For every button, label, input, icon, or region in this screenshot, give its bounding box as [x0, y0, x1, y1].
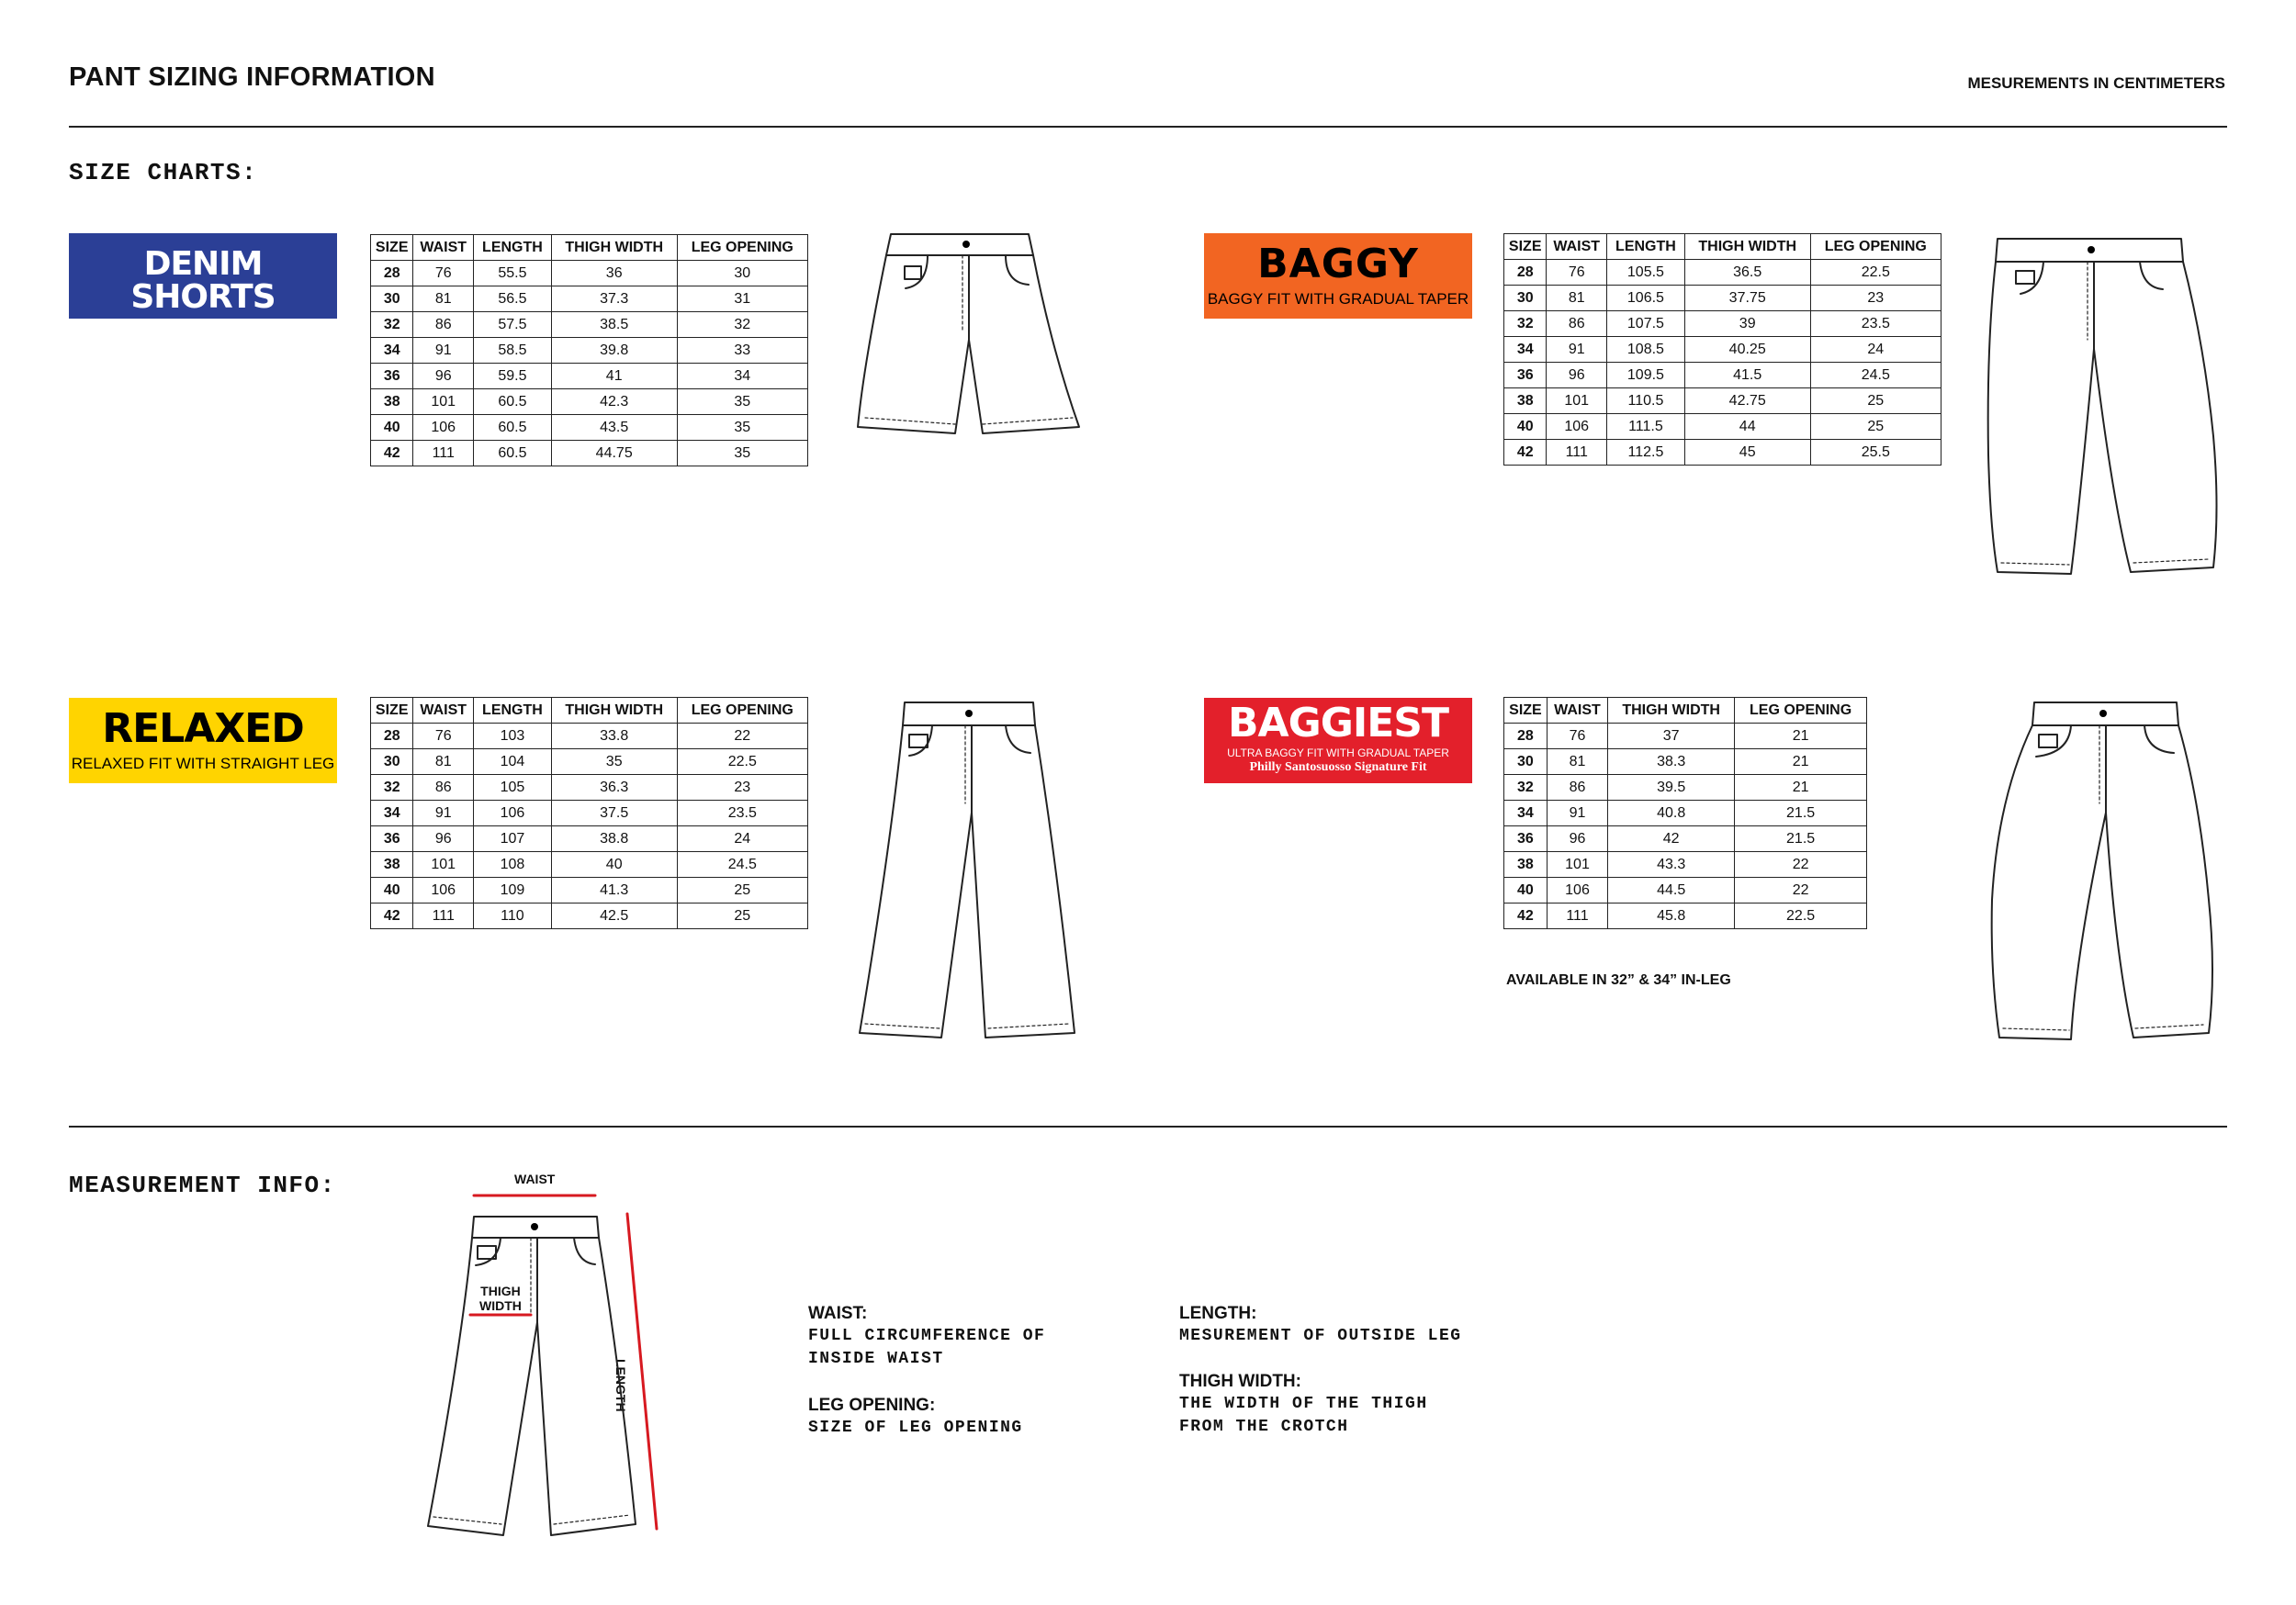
measurement-cell: 22: [677, 724, 807, 749]
baggiest-subtitle: ULTRA BAGGY FIT WITH GRADUAL TAPER: [1227, 746, 1449, 759]
table-row: [371, 852, 808, 878]
size-cell: 30: [1504, 749, 1548, 775]
measurement-cell: 22.5: [1810, 260, 1941, 286]
measurement-cell: 107: [474, 826, 552, 852]
measurement-cell: 41: [551, 364, 677, 389]
table-row: [371, 312, 808, 338]
size-cell: 34: [371, 338, 413, 364]
table-row: [1504, 749, 1867, 775]
measurement-cell: 23: [677, 775, 807, 801]
measurement-cell: 111: [413, 904, 474, 929]
column-header: WAIST: [1547, 234, 1607, 260]
size-cell: 34: [1504, 801, 1548, 826]
measurement-cell: 35: [677, 389, 807, 415]
table-row: [1504, 337, 1941, 363]
size-cell: 36: [371, 826, 413, 852]
size-cell: 30: [371, 286, 413, 312]
column-header: THIGH WIDTH: [551, 698, 677, 724]
relaxed-badge: [69, 698, 337, 783]
baggy-title: BAGGY: [1257, 241, 1419, 287]
measurement-cell: 43.5: [551, 415, 677, 441]
measurement-cell: 57.5: [474, 312, 552, 338]
measurement-cell: 37.5: [551, 801, 677, 826]
table-row: [371, 749, 808, 775]
column-header: THIGH WIDTH: [1608, 698, 1735, 724]
measurement-cell: 44: [1684, 414, 1810, 440]
measurement-cell: 111.5: [1607, 414, 1685, 440]
relaxed-subtitle: RELAXED FIT WITH STRAIGHT LEG: [71, 755, 335, 772]
measurement-cell: 110.5: [1607, 388, 1685, 414]
measurement-cell: 45.8: [1608, 904, 1735, 929]
measurement-cell: 103: [474, 724, 552, 749]
baggiest-signature: Philly Santosuosso Signature Fit: [1249, 760, 1427, 774]
measurement-cell: 58.5: [474, 338, 552, 364]
measurement-cell: 25: [1810, 388, 1941, 414]
size-cell: 36: [1504, 363, 1547, 388]
measurement-cell: 81: [413, 749, 474, 775]
size-cell: 38: [371, 389, 413, 415]
measurement-cell: 22: [1735, 878, 1867, 904]
measurement-cell: 56.5: [474, 286, 552, 312]
table-row: [371, 904, 808, 929]
size-cell: 28: [1504, 260, 1547, 286]
table-header-row: [371, 698, 808, 724]
measurement-cell: 21: [1735, 749, 1867, 775]
column-header: LEG OPENING: [1735, 698, 1867, 724]
size-cell: 30: [371, 749, 413, 775]
diagram-waist-label: WAIST: [514, 1172, 556, 1186]
measurement-cell: 91: [413, 801, 474, 826]
measurement-cell: 96: [413, 826, 474, 852]
measurement-cell: 101: [1547, 852, 1607, 878]
size-cell: 32: [1504, 775, 1548, 801]
size-cell: 32: [1504, 311, 1547, 337]
table-row: [1504, 286, 1941, 311]
table-row: [371, 724, 808, 749]
measurement-cell: 101: [413, 389, 474, 415]
measurement-cell: 91: [1547, 337, 1607, 363]
measurement-cell: 45: [1684, 440, 1810, 466]
baggiest-title: BAGGIEST: [1228, 700, 1448, 746]
measurement-cell: 110: [474, 904, 552, 929]
measurement-cell: 24: [677, 826, 807, 852]
measurement-cell: 107.5: [1607, 311, 1685, 337]
measurement-cell: 86: [413, 312, 474, 338]
column-header: LEG OPENING: [1810, 234, 1941, 260]
measurement-cell: 104: [474, 749, 552, 775]
measurement-cell: 55.5: [474, 261, 552, 286]
column-header: WAIST: [1547, 698, 1607, 724]
measurement-cell: 41.3: [551, 878, 677, 904]
table-row: [371, 286, 808, 312]
diagram-length-label: LENGTH: [613, 1359, 628, 1412]
measurement-cell: 32: [677, 312, 807, 338]
measurement-cell: 35: [677, 441, 807, 466]
measurement-cell: 76: [413, 724, 474, 749]
measurement-cell: 22.5: [677, 749, 807, 775]
measurement-cell: 22.5: [1735, 904, 1867, 929]
measurement-cell: 105.5: [1607, 260, 1685, 286]
size-cell: 30: [1504, 286, 1547, 311]
leg-opening-definition: LEG OPENING: SIZE OF LEG OPENING: [808, 1396, 1023, 1437]
measurement-cell: 38.5: [551, 312, 677, 338]
measurement-cell: 33: [677, 338, 807, 364]
measurement-cell: 25: [677, 878, 807, 904]
measurement-cell: 106: [1547, 878, 1607, 904]
column-header: LEG OPENING: [677, 698, 807, 724]
size-cell: 42: [371, 441, 413, 466]
table-row: [1504, 775, 1867, 801]
measurement-cell: 24.5: [1810, 363, 1941, 388]
table-row: [371, 415, 808, 441]
table-row: [1504, 904, 1867, 929]
measurement-cell: 24: [1810, 337, 1941, 363]
size-charts-heading: SIZE CHARTS:: [69, 159, 258, 186]
size-cell: 42: [371, 904, 413, 929]
column-header: LEG OPENING: [677, 235, 807, 261]
column-header: LENGTH: [474, 235, 552, 261]
measurement-cell: 36.5: [1684, 260, 1810, 286]
column-header: LENGTH: [1607, 234, 1685, 260]
column-header: LENGTH: [474, 698, 552, 724]
baggy-pants-sketch: [1988, 234, 2227, 578]
measurement-cell: 42.5: [551, 904, 677, 929]
relaxed-pants-sketch: [854, 698, 1084, 1042]
measurement-cell: 21: [1735, 724, 1867, 749]
column-header: SIZE: [371, 698, 413, 724]
measurement-cell: 39.5: [1608, 775, 1735, 801]
denim-shorts-subtitle: CLASSIC BAGGY FIT SHORTS: [84, 320, 321, 338]
measurement-cell: 21.5: [1735, 801, 1867, 826]
size-cell: 38: [1504, 388, 1547, 414]
table-row: [371, 441, 808, 466]
measurement-cell: 81: [1547, 749, 1607, 775]
table-row: [1504, 878, 1867, 904]
measurement-cell: 36: [551, 261, 677, 286]
table-row: [371, 801, 808, 826]
measurement-cell: 23.5: [1810, 311, 1941, 337]
measurement-cell: 96: [1547, 363, 1607, 388]
table-row: [1504, 388, 1941, 414]
baggiest-pants-sketch: [1988, 698, 2227, 1042]
measurement-cell: 108.5: [1607, 337, 1685, 363]
measurement-cell: 91: [413, 338, 474, 364]
measurement-cell: 35: [551, 749, 677, 775]
column-header: SIZE: [1504, 234, 1547, 260]
relaxed-size-table: [370, 697, 808, 929]
measurement-cell: 31: [677, 286, 807, 312]
column-header: THIGH WIDTH: [1684, 234, 1810, 260]
size-cell: 34: [1504, 337, 1547, 363]
relaxed-title: RELAXED: [102, 705, 304, 752]
measurement-cell: 91: [1547, 801, 1607, 826]
baggiest-badge: [1204, 698, 1472, 783]
measurement-cell: 37.3: [551, 286, 677, 312]
measurement-cell: 106.5: [1607, 286, 1685, 311]
measurement-cell: 39: [1684, 311, 1810, 337]
table-header-row: [1504, 698, 1867, 724]
shorts-sketch: [854, 230, 1084, 441]
table-row: [371, 338, 808, 364]
page-title: PANT SIZING INFORMATION: [69, 62, 435, 92]
measurement-cell: 105: [474, 775, 552, 801]
size-cell: 40: [1504, 878, 1548, 904]
size-cell: 40: [371, 415, 413, 441]
measurement-cell: 106: [413, 415, 474, 441]
measurement-cell: 86: [1547, 775, 1607, 801]
column-header: SIZE: [371, 235, 413, 261]
size-cell: 42: [1504, 440, 1547, 466]
size-cell: 28: [371, 261, 413, 286]
measurement-cell: 25: [1810, 414, 1941, 440]
denim-shorts-size-table: [370, 234, 808, 466]
measurement-cell: 59.5: [474, 364, 552, 389]
measurement-cell: 21: [1735, 775, 1867, 801]
size-cell: 32: [371, 312, 413, 338]
measurement-cell: 38.3: [1608, 749, 1735, 775]
measurement-cell: 40.8: [1608, 801, 1735, 826]
section-divider: [69, 1126, 2227, 1128]
size-cell: 38: [1504, 852, 1548, 878]
measurement-cell: 109: [474, 878, 552, 904]
baggy-size-table: [1503, 233, 1941, 466]
measurement-cell: 86: [413, 775, 474, 801]
measurement-cell: 109.5: [1607, 363, 1685, 388]
size-cell: 28: [1504, 724, 1548, 749]
column-header: SIZE: [1504, 698, 1548, 724]
table-row: [1504, 363, 1941, 388]
measurement-cell: 81: [413, 286, 474, 312]
size-cell: 32: [371, 775, 413, 801]
table-row: [1504, 414, 1941, 440]
denim-shorts-title: DENIM SHORTS: [130, 245, 276, 316]
measurement-cell: 37: [1608, 724, 1735, 749]
measurement-cell: 44.75: [551, 441, 677, 466]
size-cell: 36: [1504, 826, 1548, 852]
measurement-cell: 111: [1547, 904, 1607, 929]
measurement-cell: 96: [413, 364, 474, 389]
measurement-cell: 76: [1547, 724, 1607, 749]
measurement-cell: 81: [1547, 286, 1607, 311]
size-cell: 40: [1504, 414, 1547, 440]
measurement-cell: 101: [413, 852, 474, 878]
table-row: [371, 826, 808, 852]
measurement-cell: 43.3: [1608, 852, 1735, 878]
measurement-cell: 60.5: [474, 441, 552, 466]
measurement-cell: 23.5: [677, 801, 807, 826]
thigh-width-definition: THIGH WIDTH: THE WIDTH OF THE THIGH FROM THE CROTCH: [1179, 1372, 1428, 1436]
measurement-cell: 60.5: [474, 389, 552, 415]
size-cell: 36: [371, 364, 413, 389]
measurement-cell: 111: [413, 441, 474, 466]
table-header-row: [371, 235, 808, 261]
measurement-cell: 106: [1547, 414, 1607, 440]
waist-definition: WAIST: FULL CIRCUMFERENCE OF INSIDE WAIST: [808, 1304, 1046, 1368]
table-row: [1504, 440, 1941, 466]
length-definition: LENGTH: MESUREMENT OF OUTSIDE LEG: [1179, 1304, 1462, 1345]
table-row: [1504, 826, 1867, 852]
measurement-cell: 41.5: [1684, 363, 1810, 388]
measurement-cell: 40: [551, 852, 677, 878]
table-row: [1504, 311, 1941, 337]
measurement-cell: 35: [677, 415, 807, 441]
size-cell: 28: [371, 724, 413, 749]
table-row: [1504, 852, 1867, 878]
measurement-cell: 111: [1547, 440, 1607, 466]
size-cell: 40: [371, 878, 413, 904]
measurement-cell: 44.5: [1608, 878, 1735, 904]
measurement-cell: 86: [1547, 311, 1607, 337]
measurement-cell: 22: [1735, 852, 1867, 878]
measurement-cell: 33.8: [551, 724, 677, 749]
measurement-cell: 39.8: [551, 338, 677, 364]
measurement-cell: 34: [677, 364, 807, 389]
measurement-cell: 76: [413, 261, 474, 286]
column-header: THIGH WIDTH: [551, 235, 677, 261]
measurement-info-heading: MEASUREMENT INFO:: [69, 1172, 336, 1199]
measurement-cell: 112.5: [1607, 440, 1685, 466]
measurement-cell: 76: [1547, 260, 1607, 286]
baggiest-size-table: [1503, 697, 1867, 929]
table-row: [1504, 801, 1867, 826]
measurement-cell: 96: [1547, 826, 1607, 852]
measurement-cell: 23: [1810, 286, 1941, 311]
table-row: [1504, 260, 1941, 286]
measurement-cell: 60.5: [474, 415, 552, 441]
measurement-diagram: [422, 1184, 680, 1552]
diagram-thigh-label: THIGH WIDTH: [479, 1284, 522, 1313]
table-row: [371, 775, 808, 801]
baggy-badge: [1204, 233, 1472, 319]
measurement-cell: 37.75: [1684, 286, 1810, 311]
inleg-availability-note: AVAILABLE IN 32” & 34” IN-LEG: [1506, 972, 1731, 988]
measurement-cell: 25: [677, 904, 807, 929]
table-row: [371, 878, 808, 904]
measurement-cell: 106: [413, 878, 474, 904]
units-note: MESUREMENTS IN CENTIMETERS: [1967, 74, 2225, 92]
measurement-cell: 36.3: [551, 775, 677, 801]
measurement-cell: 30: [677, 261, 807, 286]
size-cell: 38: [371, 852, 413, 878]
column-header: WAIST: [413, 698, 474, 724]
table-row: [1504, 724, 1867, 749]
size-cell: 34: [371, 801, 413, 826]
measurement-cell: 25.5: [1810, 440, 1941, 466]
header-divider: [69, 126, 2227, 128]
table-header-row: [1504, 234, 1941, 260]
measurement-cell: 42.3: [551, 389, 677, 415]
measurement-cell: 21.5: [1735, 826, 1867, 852]
measurement-cell: 38.8: [551, 826, 677, 852]
denim-shorts-badge: [69, 233, 337, 338]
table-row: [371, 261, 808, 286]
measurement-cell: 42: [1608, 826, 1735, 852]
measurement-cell: 108: [474, 852, 552, 878]
table-row: [371, 364, 808, 389]
measurement-cell: 40.25: [1684, 337, 1810, 363]
size-cell: 42: [1504, 904, 1548, 929]
measurement-cell: 42.75: [1684, 388, 1810, 414]
table-row: [371, 389, 808, 415]
column-header: WAIST: [413, 235, 474, 261]
baggy-subtitle: BAGGY FIT WITH GRADUAL TAPER: [1207, 290, 1469, 308]
measurement-cell: 24.5: [677, 852, 807, 878]
measurement-cell: 101: [1547, 388, 1607, 414]
measurement-cell: 106: [474, 801, 552, 826]
